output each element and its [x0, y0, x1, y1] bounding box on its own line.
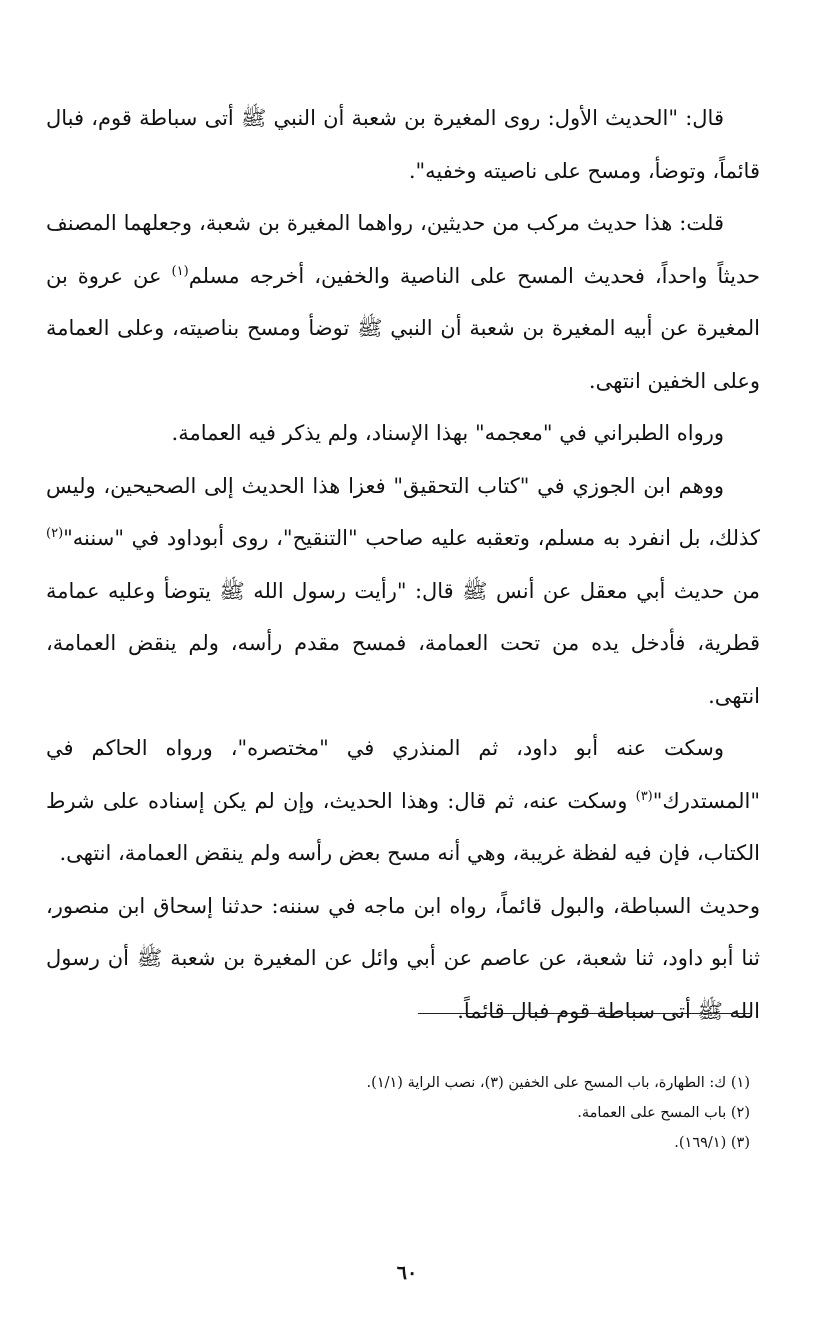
paragraph-1 — [46, 92, 760, 197]
paragraph-3 — [46, 407, 760, 460]
footnote-ref-1[interactable]: (١) — [171, 263, 189, 279]
paragraph-5-text: وسكت عنه أبو داود، ثم المنذري في "مختصره"، ورواه الحاكم في "المستدرك" — [46, 736, 760, 813]
footnote-separator — [418, 1013, 750, 1014]
footnote-ref-2[interactable]: (٢) — [46, 526, 64, 541]
footnote-3: (٣) (١٦٩/١). — [674, 1135, 750, 1151]
footnotes — [46, 1068, 750, 1158]
page-number: ٦٠ — [396, 1262, 418, 1284]
footnote-ref-3[interactable]: (٣) — [635, 788, 653, 804]
paragraph-5 — [46, 722, 760, 880]
paragraph-4-text-after: من حديث أبي معقل عن أنس ﷺ قال: "رأيت رسول الله ﷺ يتوضأ وعليه عمامة قطرية، فأدخل يده من تحت العمامة، فمسح مقدم رأسه، ولم ينقض العمامة، انتهى. — [46, 578, 760, 708]
paragraph-4 — [46, 460, 760, 723]
paragraph-5-text-after: وسكت عنه، ثم قال: وهذا الحديث، وإن لم يكن إسناده على شرط الكتاب، فإن فيه لفظة غريبة، وهي أنه مسح بعض رأسه ولم ينقض العمامة، انتهى. — [46, 788, 760, 865]
paragraph-1-text: قال: "الحديث الأول: روى المغيرة بن شعبة أن النبي ﷺ أتى سباطة قوم، فبال قائماً، وتوضأ، ومسح على ناصيته وخفيه". — [46, 106, 760, 183]
main-text — [46, 92, 760, 1037]
paragraph-6-text: وحديث السباطة، والبول قائماً، رواه ابن ماجه في سننه: حدثنا إسحاق ابن منصور، ثنا أبو داود، ثنا شعبة، عن عاصم عن أبي وائل عن المغيرة بن شعبة ﷺ أن رسول الله ﷺ أتى سباطة قوم فبال قائماً. — [46, 893, 760, 1023]
footnote-2: (٢) باب المسح على العمامة. — [577, 1105, 750, 1121]
paragraph-3-text: ورواه الطبراني في "معجمه" بهذا الإسناد، ولم يذكر فيه العمامة. — [171, 421, 724, 445]
footnote-1: (١) ك: الطهارة، باب المسح على الخفين (٣)، نصب الراية (١/١). — [366, 1075, 750, 1091]
paragraph-2 — [46, 197, 760, 407]
paragraph-2-text-after: عن عروة بن المغيرة عن أبيه المغيرة بن شعبة أن النبي ﷺ توضأ ومسح بناصيته، وعلى العمامة وعلى الخفين انتهى. — [46, 263, 760, 393]
paragraph-4-text: ووهم ابن الجوزي في "كتاب التحقيق" فعزا هذا الحديث إلى الصحيحين، وليس كذلك، بل انفرد به مسلم، وتعقبه عليه صاحب "التنقيح"، روى أبوداود في "سننه" — [46, 473, 760, 550]
paragraph-2-text: قلت: هذا حديث مركب من حديثين، رواهما المغيرة بن شعبة، وجعلهما المصنف حديثاً واحداً، فحديث المسح على الناصية والخفين، أخرجه مسلم — [46, 211, 760, 288]
